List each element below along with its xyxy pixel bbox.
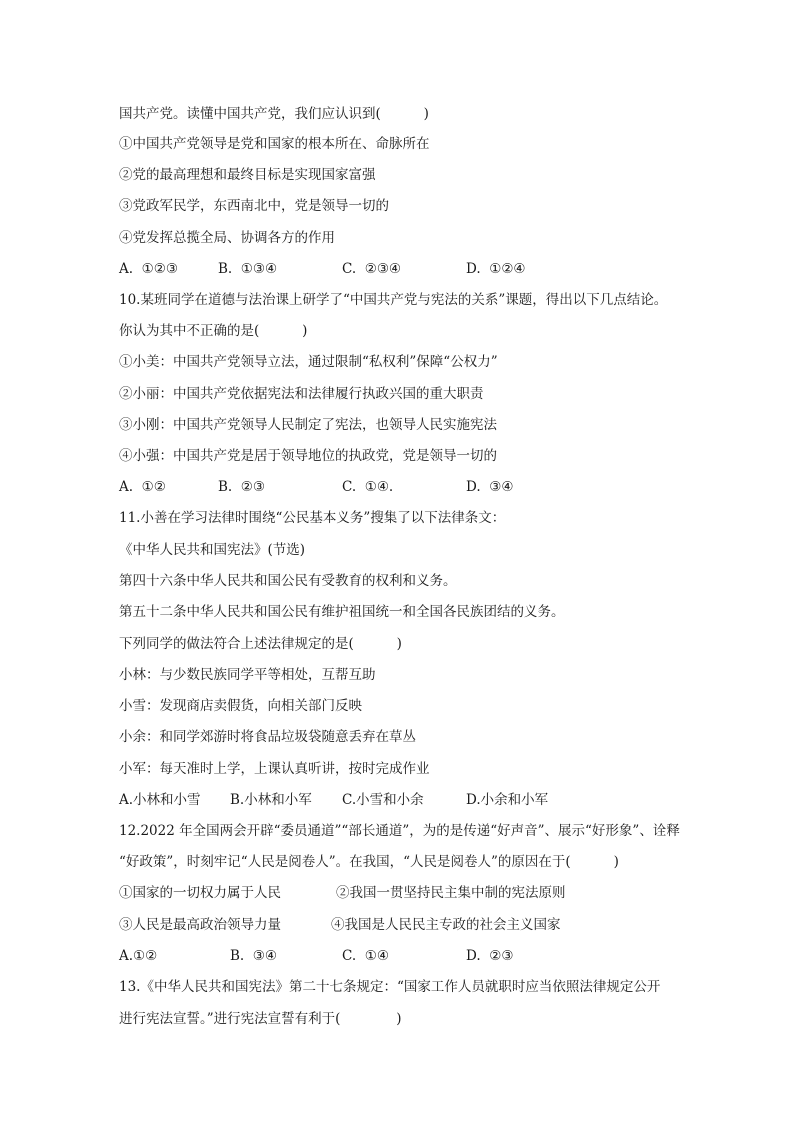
q11-option-c: C.小雪和小余 <box>342 792 424 808</box>
q12-option-d: D. ②③ <box>466 948 514 964</box>
q11-option-b: B.小林和小军 <box>230 792 312 808</box>
q9-statement-2: ②党的最高理想和最终目标是实现国家富强 <box>119 167 376 183</box>
q9-statement-4: ④党发挥总揽全局、协调各方的作用 <box>119 230 335 246</box>
q11-source: 《中华人民共和国宪法》(节选) <box>119 542 306 558</box>
q11-case-1: 小林：与少数民族同学平等相处，互帮互助 <box>119 667 376 683</box>
q9-option-d: D. ①②④ <box>466 261 526 277</box>
q11-option-a: A.小林和小雪 <box>119 792 201 808</box>
q10-option-b: B. ②③ <box>218 479 265 495</box>
q12-option-b: B. ③④ <box>230 948 277 964</box>
q11-article-1: 第四十六条中华人民共和国公民有受教育的权利和义务。 <box>119 573 457 589</box>
q13-stem-line1: 13.《中华人民共和国宪法》第二十七条规定：“国家工作人员就职时应当依照法律规定公开 <box>119 979 661 995</box>
q12-option-a: A.①② <box>119 948 158 964</box>
q9-option-c: C. ②③④ <box>342 261 402 277</box>
q12-stem-line1: 12.2022 年全国两会开辟“委员通道”“部长通道”，为的是传递“好声音”、展示“好形象”、诠释 <box>119 823 680 839</box>
q11-option-d: D.小余和小军 <box>466 792 549 808</box>
q12-stem-line2: “好政策”，时刻牢记“人民是阅卷人”。在我国，“人民是阅卷人”的原因在于( ) <box>119 854 619 870</box>
q11-stem: 11.小善在学习法律时围绕“公民基本义务”搜集了以下法律条文： <box>119 510 506 526</box>
q11-case-3: 小余：和同学郊游时将食品垃圾袋随意丢弃在草丛 <box>119 729 416 745</box>
q11-case-4: 小军：每天准时上学，上课认真听讲，按时完成作业 <box>119 761 430 777</box>
q11-question: 下列同学的做法符合上述法律规定的是( ) <box>119 636 402 652</box>
q9-option-b: B. ①③④ <box>218 261 278 277</box>
q10-option-d: D. ③④ <box>466 479 514 495</box>
q10-stem-line2: 你认为其中不正确的是( ) <box>119 323 308 339</box>
q9-statement-3: ③党政军民学，东西南北中，党是领导一切的 <box>119 198 389 214</box>
q10-option-c: C. ①④. <box>342 479 394 495</box>
q10-statement-2: ②小丽：中国共产党依据宪法和法律履行执政兴国的重大职责 <box>119 386 484 402</box>
q10-option-a: A. ①② <box>119 479 166 495</box>
q10-statement-4: ④小强：中国共产党是居于领导地位的执政党，党是领导一切的 <box>119 448 497 464</box>
q12-statement-1: ①国家的一切权力属于人民 <box>119 885 281 901</box>
q11-case-2: 小雪：发现商店卖假货，向相关部门反映 <box>119 698 362 714</box>
q9-stem: 国共产党。读懂中国共产党，我们应认识到( ) <box>119 106 429 122</box>
q10-stem-line1: 10.某班同学在道德与法治课上研学了“中国共产党与宪法的关系”课题，得出以下几点结论。 <box>119 292 668 308</box>
q11-article-2: 第五十二条中华人民共和国公民有维护祖国统一和全国各民族团结的义务。 <box>119 604 565 620</box>
q10-statement-1: ①小美：中国共产党领导立法，通过限制“私权利”保障“公权力” <box>119 354 498 370</box>
q9-option-a: A. ①②③ <box>119 261 178 277</box>
q12-statement-4: ④我国是人民民主专政的社会主义国家 <box>331 917 561 933</box>
q12-option-c: C. ①④ <box>342 948 389 964</box>
q9-statement-1: ①中国共产党领导是党和国家的根本所在、命脉所在 <box>119 136 430 152</box>
q13-stem-line2: 进行宪法宣誓。”进行宪法宣誓有利于( ) <box>119 1011 402 1027</box>
q12-statement-2: ②我国一贯坚持民主集中制的宪法原则 <box>336 885 566 901</box>
q12-statement-3: ③人民是最高政治领导力量 <box>119 917 281 933</box>
q10-statement-3: ③小刚：中国共产党领导人民制定了宪法，也领导人民实施宪法 <box>119 417 497 433</box>
